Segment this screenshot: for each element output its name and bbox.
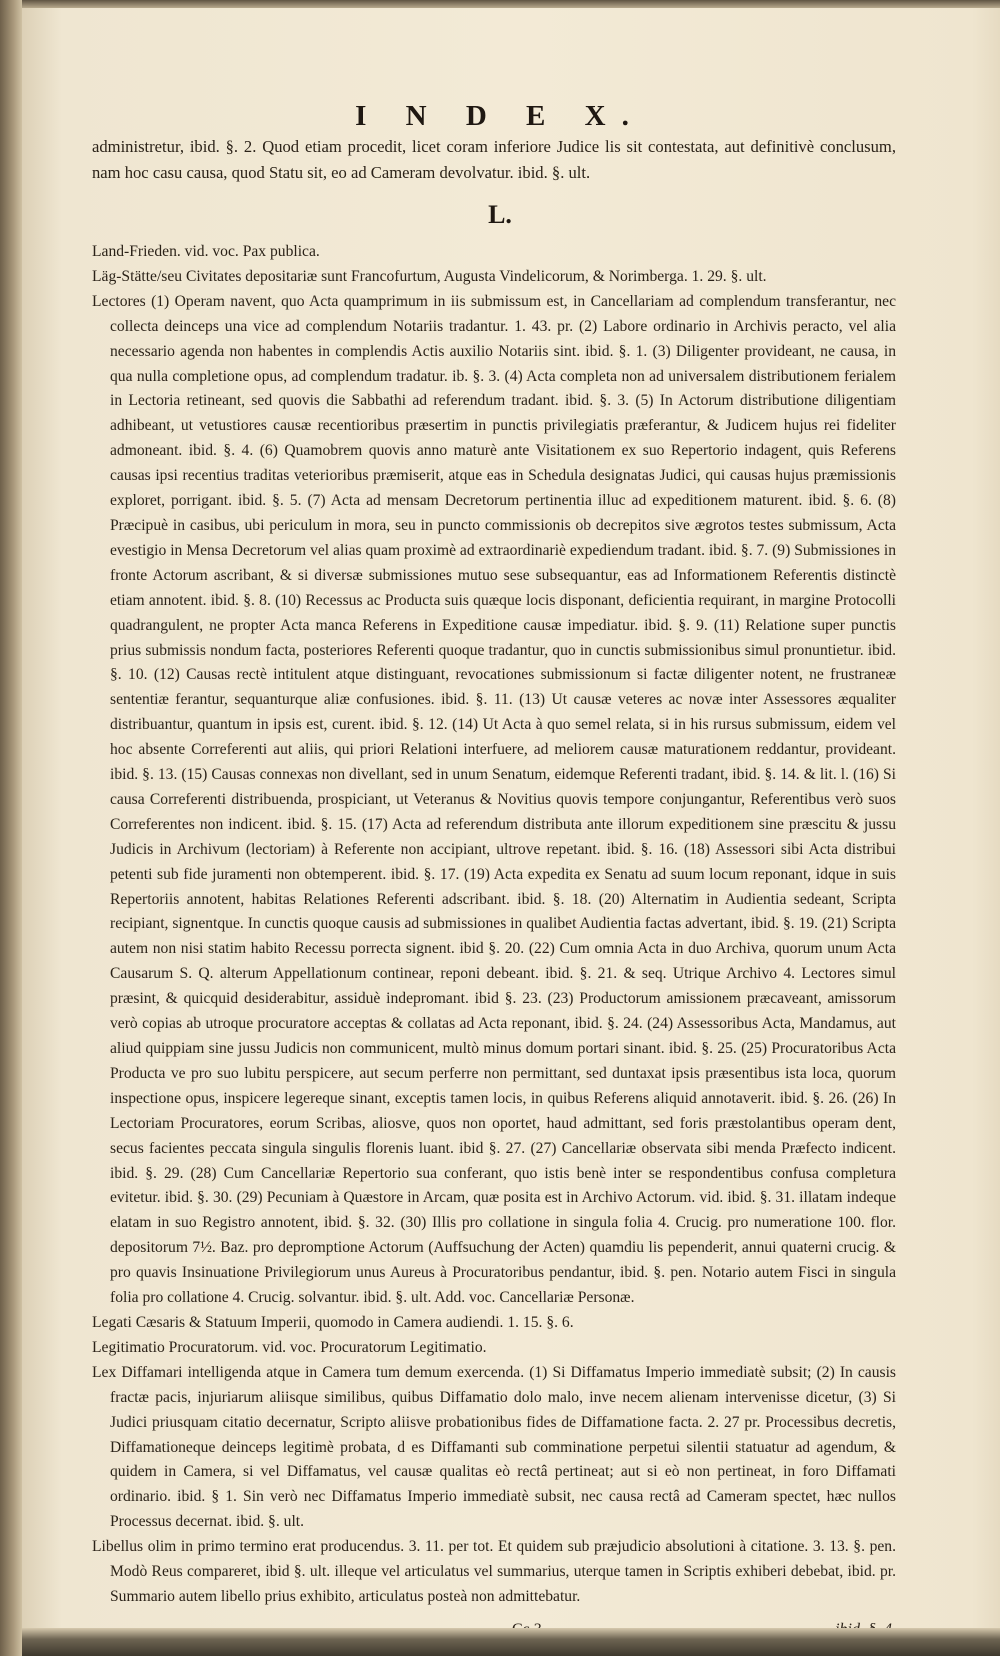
top-edge bbox=[22, 0, 1000, 8]
section-letter: L. bbox=[488, 200, 512, 229]
index-entry: Land-Frieden. vid. voc. Pax publica. bbox=[92, 243, 320, 260]
index-entry: Libellus olim in primo termino erat producendus. 3. 11. per tot. Et quidem sub præjudicio absolutioni à citatione. 3. 13. §. pen. Modò Reus compareret, ibid §. ult. illeque vel articulatus vel summarius, uterque tamen in Scriptis exhiberi debebat, ibid. pr. Summario autem libello prius exhibito, articulatus posteà non admittebatur. bbox=[92, 1538, 896, 1605]
intro-paragraph: administretur, ibid. §. 2. Quod etiam procedit, licet coram inferiore Judice lis sit contestata, aut definitivè conclusum, nam hoc casu causa, quod Statu sit, eo ad Cameram devolvatur. ibid. §. ult. bbox=[92, 137, 896, 183]
index-entry: Legati Cæsaris & Statuum Imperii, quomodo in Camera audiendi. 1. 15. §. 6. bbox=[92, 1313, 574, 1331]
index-entry: Lex Diffamari intelligenda atque in Camera tum demum exercenda. (1) Si Diffamatus Imperio immediatè subsit; (2) In causis fractæ pacis, injuriarum aliisque similibus, quibus Diffamatio dolo malo, inve necem alienam intervenisse dicetur, (3) Si Judici priusquam citatio decernatur, Scripto aliisve probationibus fides de Diffamatione facta. 2. 27 pr. Processibus decretis, Diffamationeque deinceps legitimè probata, d es Diffamanti sub comminatione perpetui silentii statuatur ad agendum, & quidem in Camera, si vel Diffamatus, vel causæ qualitas eò rectâ pertineat; aut si eò non pertineat, in foro Diffamati ordinario. ibid. § 1. Sin verò nec Diffamatus Imperio immediatè subsit, nec causa rectâ ad Cameram spectet, hæc nullos Processus decernat. ibid. §. ult. bbox=[92, 1363, 896, 1531]
book-spine bbox=[0, 0, 22, 1656]
bottom-edge bbox=[22, 1628, 1000, 1656]
index-entry: Lectores (1) Operam navent, quo Acta quamprimum in iis submissum est, in Cancellariam ad complendum transferantur, nec collecta deinceps una vice ad complendum Notariis tradantur. 1. 43. pr. (2) Labore ordinario in Archivis peracto, vel alia necessario agenda non habentes in complendis Actis auxilio Notariis sint. ibid. §. 1. (3) Diligenter provideant, ne causa, in qua nulla completione opus, ad complendum tradatur. ib. §. 3. (4) Acta completa non ad universalem distributionem ferialem in Lectoria retineant, sed quovis die Sabbathi ad referendum tradant. ibid. §. 3. (5) In Actorum distributione diligentiam adhibeant, ut vetustiores causæ recentioribus præsertim in punctis privilegiatis præferantur, & Judicem hujus rei fideliter admoneant. ibid. §. 4. (6) Quamobrem quovis anno maturè ante Visitationem ex suo Repertorio indagent, quis Referens causas ipsi recentius traditas veterioribus præmiserit, atque eas in Schedula designatas Judici, qui causas hujus præmissionis exploret, porrigant. ibid. §. 5. (7) Acta ad mensam Decretorum pertinentia illuc ad expeditionem maturent. ibid. §. 6. (8) Præcipuè in casibus, ubi periculum in mora, seu in puncto commissionis ob decrepitos sive ægrotos testes submissum, Acta evestigio in Mensa Decretorum vel alias quam proximè ad extraordinariè expediendum tradant. ibid. §. 7. (9) Submissiones in fronte Actorum ascribant, & si diversæ submissiones mutuo sese subsequantur, eas ad Informationem Referentis distinctè etiam annotent. ibid. §. 8. (10) Recessus ac Producta suis quæque locis disponant, deficientia requirant, in margine Protocolli quadrangulent, ne propter Acta manca Referens in Expeditione causæ impediatur. ibid. §. 9. (11) Relatione super punctis prius submissis nondum facta, posteriores Referenti quoque tradantur, quo in cunctis submissionibus simul pronuntietur. ibid. §. 10. (12) Causas rectè intitulent atque distinguant, revocationes submissionum si factæ diligenter notent, ne frustraneæ sententiæ ferantur, sequanturque aliæ confusiones. ibid. §. 11. (13) Ut causæ veteres ac novæ inter Assessores æqualiter distribuantur, quantum in ipsis est, curent. ibid. §. 12. (14) Ut Acta à quo semel relata, si in his rursus submissum, eidem vel hoc absente Correferenti aut aliis, qui priori Relationi interfuere, ad meliorem causæ maturationem reddantur, provideant. ibid. §. 13. (15) Causas connexas non divellant, sed in unum Senatum, eidemque Referenti tradant, ibid. §. 14. & lit. l. (16) Si causa Correferenti distribuenda, prospiciant, ut Veteranus & Novitius quovis tempore conjungantur, Referentibus verò suos Correferentes non indicent. ibid. §. 15. (17) Acta ad referendum distributa ante illorum expeditionem sine præscitu & jussu Judicis in Archivum (lectoriam) à Referente non accipiant, ultrove repetant. ibid. §. 16. (18) Assessori sibi Acta distribui petenti sub fide juramenti non obtemperent. ibid. §. 17. (19) Acta expedita ex Senatu ad suum locum reponant, idque in suis Repertoriis annotent, habitas Relationes Referenti adscribant. ibid. §. 18. (20) Alternatim in Audientia sedeant, Scripta recipiant, signentque. In cunctis quoque causis ad submissiones in qualibet Audientia factas advertant, ibid. §. 19. (21) Scripta autem non nisi statim habito Recessu porrecta signent. ibid §. 20. (22) Cum omnia Acta in duo Archiva, quorum unum Acta Causarum S. Q. alterum Appellationum continear, reponi debeant. ibid. §. 21. & seq. Utrique Archivo 4. Lectores simul præsint, & quicquid desiderabitur, assiduè indepromant. ibid §. 23. (23) Productorum amissionem præcaveant, amissorum verò copias ab utroque procuratore acceptas & collatas ad Acta reponant, ibid. §. 24. (24) Assessoribus Acta, Mandamus, aut aliud quippiam sine jussu Judicis non communicent, multò minus domum portari sinant. ibid. §. 25. (25) Procuratoribus Acta Producta ve pro suo lubitu perspicere, aut secum perferre non permittant, sed duntaxat ipsis præsentibus ista loca, quorum inspectione opus, inspicere legereque sinant, exceptis tamen locis, in quibus Referens aliquid annotaverit. ibid. §. 26. (26) In Lectoriam Procuratores, eorum Scribas, aliosve, quos non oportet, haud admittant, sed foris præstolantibus operam dent, secus facientes peccata singula singulis florenis luant. ibid §. 27. (27) Cancellariæ observata sibi menda Præfecto indicent. ibid. §. 29. (28) Cum Cancellariæ Repertorio sua conferant, quo istis benè inter se respondentibus confusa completura evitetur. ibid. §. 30. (29) Pecuniam à Quæstore in Arcam, quæ posita est in Archivo Actorum. vid. ibid. §. 31. illatam indeque elatam in suo Registro annotent, ibid. §. 32. (30) Illis pro collatione in singula folia 4. Crucig. pro numeratione 100. flor. depositorum 7½. Baz. pro depromptione Actorum (Auffsuchung der Acten) quamdiu lis pependerit, annui quaterni crucig. & pro quavis Insinuatione Privilegiorum unus Aureus à Procuratoribus pendantur, ibid. §. pen. Notario autem Fisci in singula folia pro collatione 4. Crucig. solvantur. ibid. §. ult. Add. voc. Cancellariæ Personæ. bbox=[92, 292, 896, 1307]
page-title: I N D E X. bbox=[355, 100, 645, 132]
index-entry: Läg-Stätte/seu Civitates depositariæ sunt Francofurtum, Augusta Vindelicorum, & Norimberga. 1. 29. §. ult. bbox=[92, 267, 767, 285]
index-entries bbox=[92, 240, 896, 1610]
index-entry: Legitimatio Procuratorum. vid. voc. Procuratorum Legitimatio. bbox=[92, 1338, 487, 1356]
